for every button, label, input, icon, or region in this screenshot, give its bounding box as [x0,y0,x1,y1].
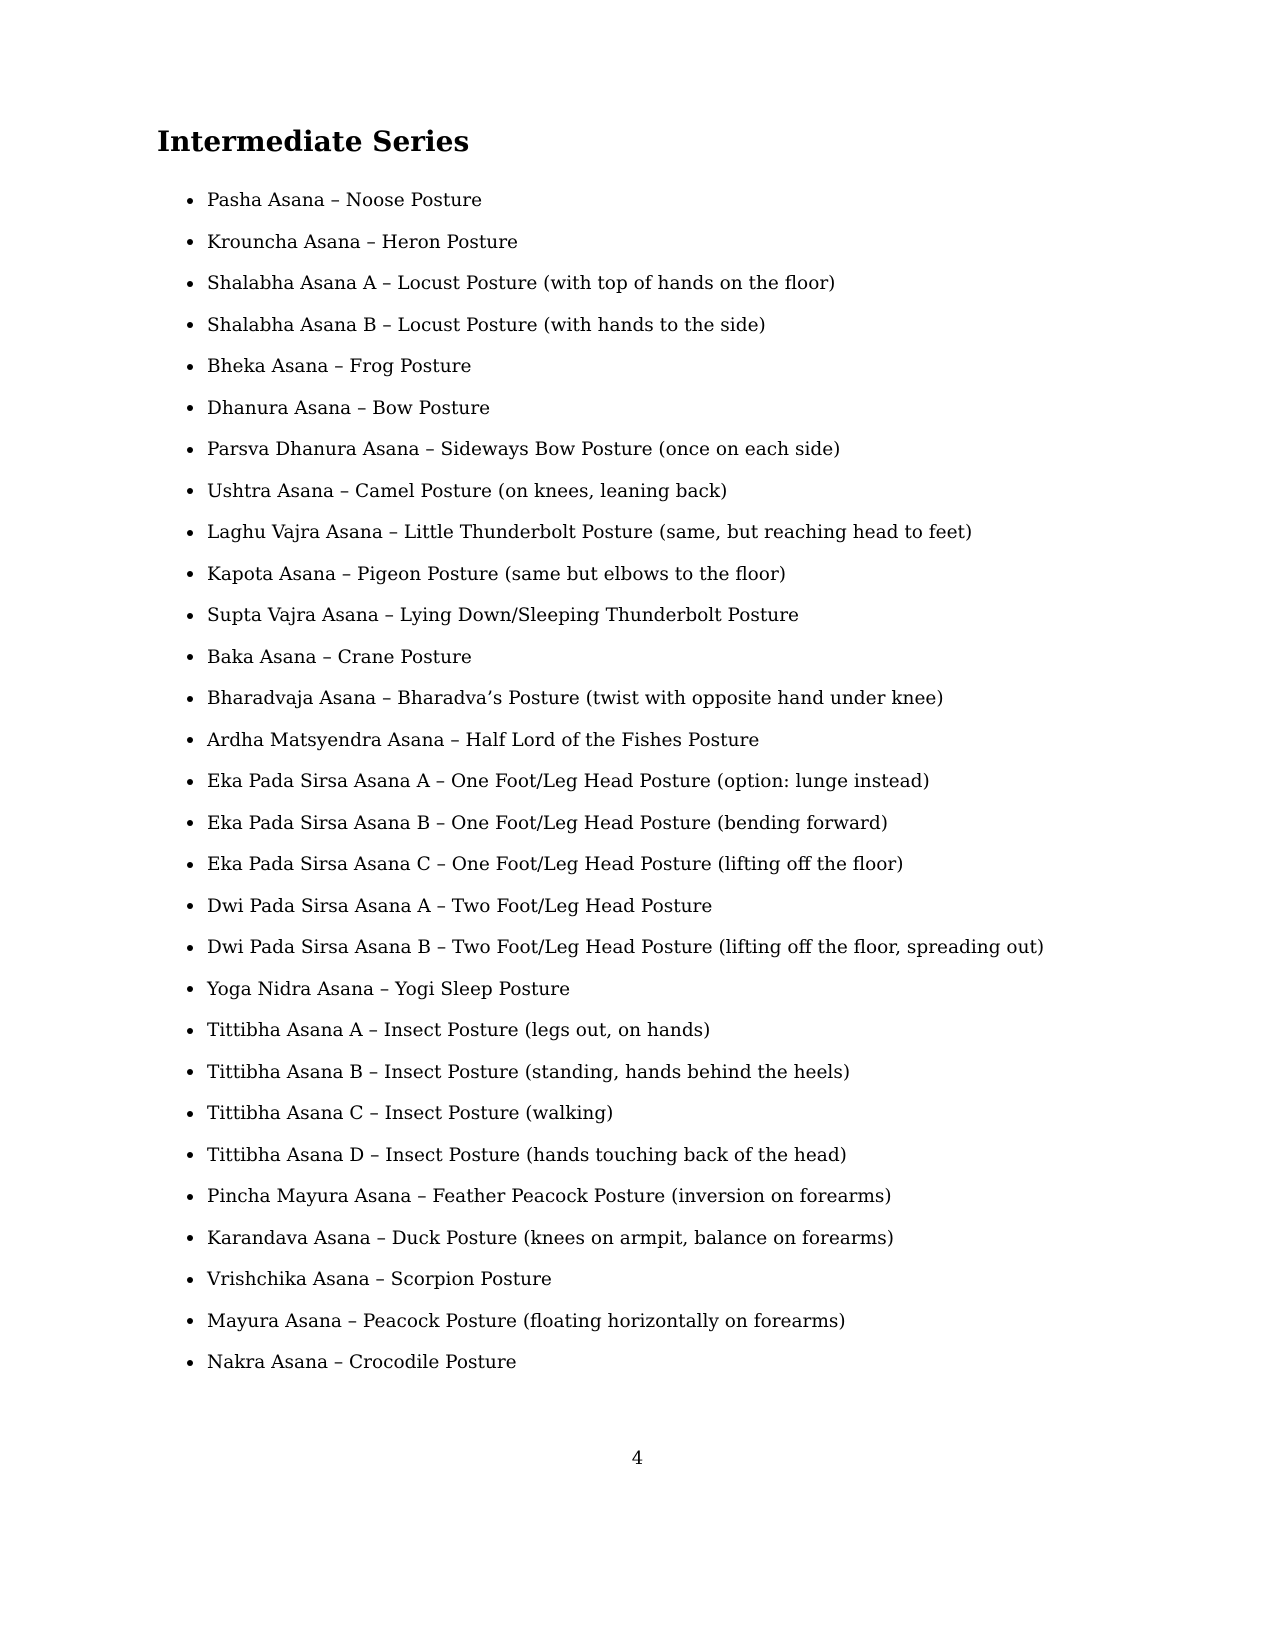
list-item [187,844,1044,886]
bullet-icon [187,405,193,411]
list-item [187,1259,1044,1301]
list-item [187,1052,1044,1094]
list-item-text: Kapota Asana – Pigeon Posture (same but elbows to the floor) [207,563,787,585]
list-item [187,720,1044,762]
bullet-icon [187,1152,193,1158]
list-item [187,595,1044,637]
list-item-text: Eka Pada Sirsa Asana B – One Foot/Leg Head Posture (bending forward) [207,812,888,834]
list-item-text: Eka Pada Sirsa Asana C – One Foot/Leg Head Posture (lifting off the floor) [207,854,904,876]
list-item [187,222,1044,264]
list-item [187,554,1044,596]
list-item-text: Pincha Mayura Asana – Feather Peacock Posture (inversion on forearms) [207,1186,892,1208]
list-item-text: Vrishchika Asana – Scorpion Posture [207,1269,552,1291]
bullet-icon [187,239,193,245]
list-item [187,1218,1044,1260]
list-item-text: Nakra Asana – Crocodile Posture [207,1352,517,1374]
list-item [187,678,1044,720]
list-item-text: Tittibha Asana D – Insect Posture (hands touching back of the head) [207,1144,847,1166]
bullet-icon [187,322,193,328]
list-item [187,927,1044,969]
list-item-text: Tittibha Asana A – Insect Posture (legs out, on hands) [207,1020,711,1042]
bullet-icon [187,779,193,785]
list-item [187,180,1044,222]
list-item [187,1010,1044,1052]
posture-list [187,180,1044,1384]
list-item [187,263,1044,305]
list-item-text: Eka Pada Sirsa Asana A – One Foot/Leg Head Posture (option: lunge instead) [207,771,930,793]
bullet-icon [187,862,193,868]
list-item [187,429,1044,471]
list-item [187,471,1044,513]
list-item-text: Tittibha Asana B – Insect Posture (standing, hands behind the heels) [207,1061,851,1083]
list-item [187,1135,1044,1177]
list-item-text: Tittibha Asana C – Insect Posture (walking) [207,1103,614,1125]
list-item [187,388,1044,430]
list-item-text: Ushtra Asana – Camel Posture (on knees, leaning back) [207,480,728,502]
list-item-text: Supta Vajra Asana – Lying Down/Sleeping Thunderbolt Posture [207,605,799,627]
list-item [187,512,1044,554]
bullet-icon [187,820,193,826]
bullet-icon [187,1235,193,1241]
list-item-text: Dwi Pada Sirsa Asana A – Two Foot/Leg Head Posture [207,895,713,917]
list-item-text: Pasha Asana – Noose Posture [207,190,483,212]
bullet-icon [187,654,193,660]
list-item-text: Laghu Vajra Asana – Little Thunderbolt Posture (same, but reaching head to feet) [207,522,973,544]
list-item-text: Bharadvaja Asana – Bharadva’s Posture (twist with opposite hand under knee) [207,688,944,710]
section-title: Intermediate Series [157,125,470,158]
list-item-text: Dhanura Asana – Bow Posture [207,397,491,419]
list-item-text: Krouncha Asana – Heron Posture [207,231,518,253]
list-item-text: Parsva Dhanura Asana – Sideways Bow Posture (once on each side) [207,439,841,461]
bullet-icon [187,364,193,370]
list-item-text: Yoga Nidra Asana – Yogi Sleep Posture [207,978,571,1000]
list-item [187,637,1044,679]
page-number: 4 [631,1448,644,1469]
list-item-text: Ardha Matsyendra Asana – Half Lord of the Fishes Posture [207,729,760,751]
list-item [187,1342,1044,1384]
bullet-icon [187,447,193,453]
list-item [187,346,1044,388]
bullet-icon [187,1277,193,1283]
bullet-icon [187,737,193,743]
bullet-icon [187,571,193,577]
bullet-icon [187,1028,193,1034]
list-item-text: Karandava Asana – Duck Posture (knees on armpit, balance on forearms) [207,1227,894,1249]
list-item-text: Bheka Asana – Frog Posture [207,356,472,378]
bullet-icon [187,198,193,204]
bullet-icon [187,613,193,619]
bullet-icon [187,281,193,287]
bullet-icon [187,986,193,992]
list-item [187,1093,1044,1135]
bullet-icon [187,945,193,951]
list-item-text: Shalabha Asana B – Locust Posture (with hands to the side) [207,314,766,336]
list-item [187,305,1044,347]
bullet-icon [187,1111,193,1117]
list-item [187,803,1044,845]
list-item-text: Baka Asana – Crane Posture [207,646,472,668]
bullet-icon [187,1318,193,1324]
bullet-icon [187,1069,193,1075]
list-item [187,886,1044,928]
list-item [187,1301,1044,1343]
list-item [187,1176,1044,1218]
bullet-icon [187,1194,193,1200]
bullet-icon [187,696,193,702]
list-item-text: Dwi Pada Sirsa Asana B – Two Foot/Leg Head Posture (lifting off the floor, spreading out) [207,937,1045,959]
bullet-icon [187,530,193,536]
bullet-icon [187,903,193,909]
bullet-icon [187,1360,193,1366]
list-item-text: Shalabha Asana A – Locust Posture (with top of hands on the floor) [207,273,836,295]
list-item [187,761,1044,803]
list-item [187,969,1044,1011]
bullet-icon [187,488,193,494]
list-item-text: Mayura Asana – Peacock Posture (floating horizontally on forearms) [207,1310,846,1332]
